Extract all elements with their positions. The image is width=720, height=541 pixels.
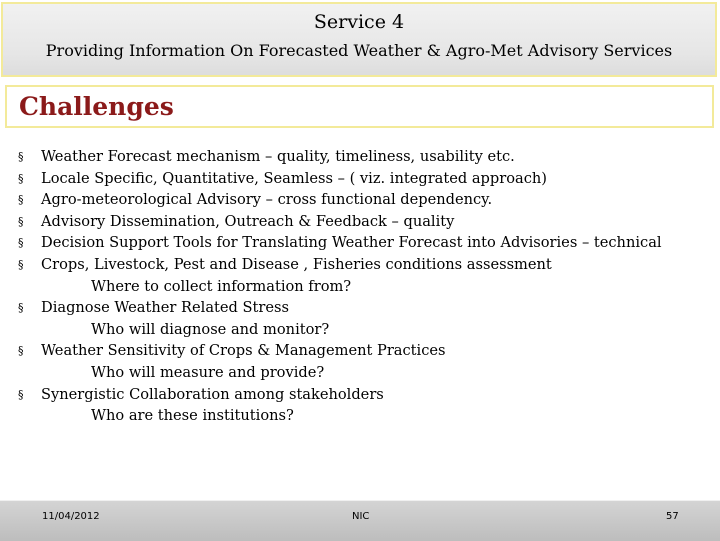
section-header [5,85,714,128]
list-item-text: Diagnose Weather Related Stress [41,299,289,317]
bullet-icon: § [18,171,24,185]
bullet-icon: § [18,214,24,228]
list-item-text: Locale Specific, Quantitative, Seamless – ( viz. integrated approach) [41,169,547,187]
bullet-icon: § [18,301,24,315]
list-item-subtext: Who are these institutions? [91,407,294,425]
list-item [18,189,698,211]
list-item-subtext: Where to collect information from? [91,277,352,295]
page-number: 57 [666,511,679,522]
list-item-text: Synergistic Collaboration among stakeholders [41,385,384,403]
list-item-text: Crops, Livestock, Pest and Disease , Fisheries conditions assessment [41,255,552,273]
bullet-icon: § [18,236,24,250]
bullet-icon: § [18,257,24,271]
list-item [18,232,698,254]
list-item-subtext: Who will measure and provide? [91,363,325,381]
list-item-text: Advisory Dissemination, Outreach & Feedback – quality [41,212,455,230]
footer-date: 11/04/2012 [42,511,100,522]
footer-organization: NIC [352,511,370,522]
list-item-text: Weather Forecast mechanism – quality, timeliness, usability etc. [41,148,515,165]
slide-title: Service 4 [313,11,405,33]
slide-header [1,2,717,77]
list-item [18,384,698,427]
list-item-text: Agro-meteorological Advisory – cross functional dependency. [41,191,493,209]
list-item-text: Weather Sensitivity of Crops & Management Practices [41,342,446,360]
bullet-icon: § [18,150,24,163]
list-item [18,146,698,168]
section-heading: Challenges [19,92,174,121]
list-item-text: Decision Support Tools for Translating Weather Forecast into Advisories – technical [41,234,662,252]
slide-subtitle: Providing Information On Forecasted Weather & Agro-Met Advisory Services [45,41,673,60]
bullet-icon: § [18,387,24,401]
slide-footer [0,500,720,541]
list-item [18,168,698,190]
list-item-subtext: Who will diagnose and monitor? [91,320,330,338]
list-item [18,211,698,233]
bullet-icon: § [18,193,24,207]
list-item [18,297,698,340]
list-item [18,340,698,383]
bullet-icon: § [18,344,24,358]
list-item [18,254,698,297]
challenges-list [18,146,698,427]
